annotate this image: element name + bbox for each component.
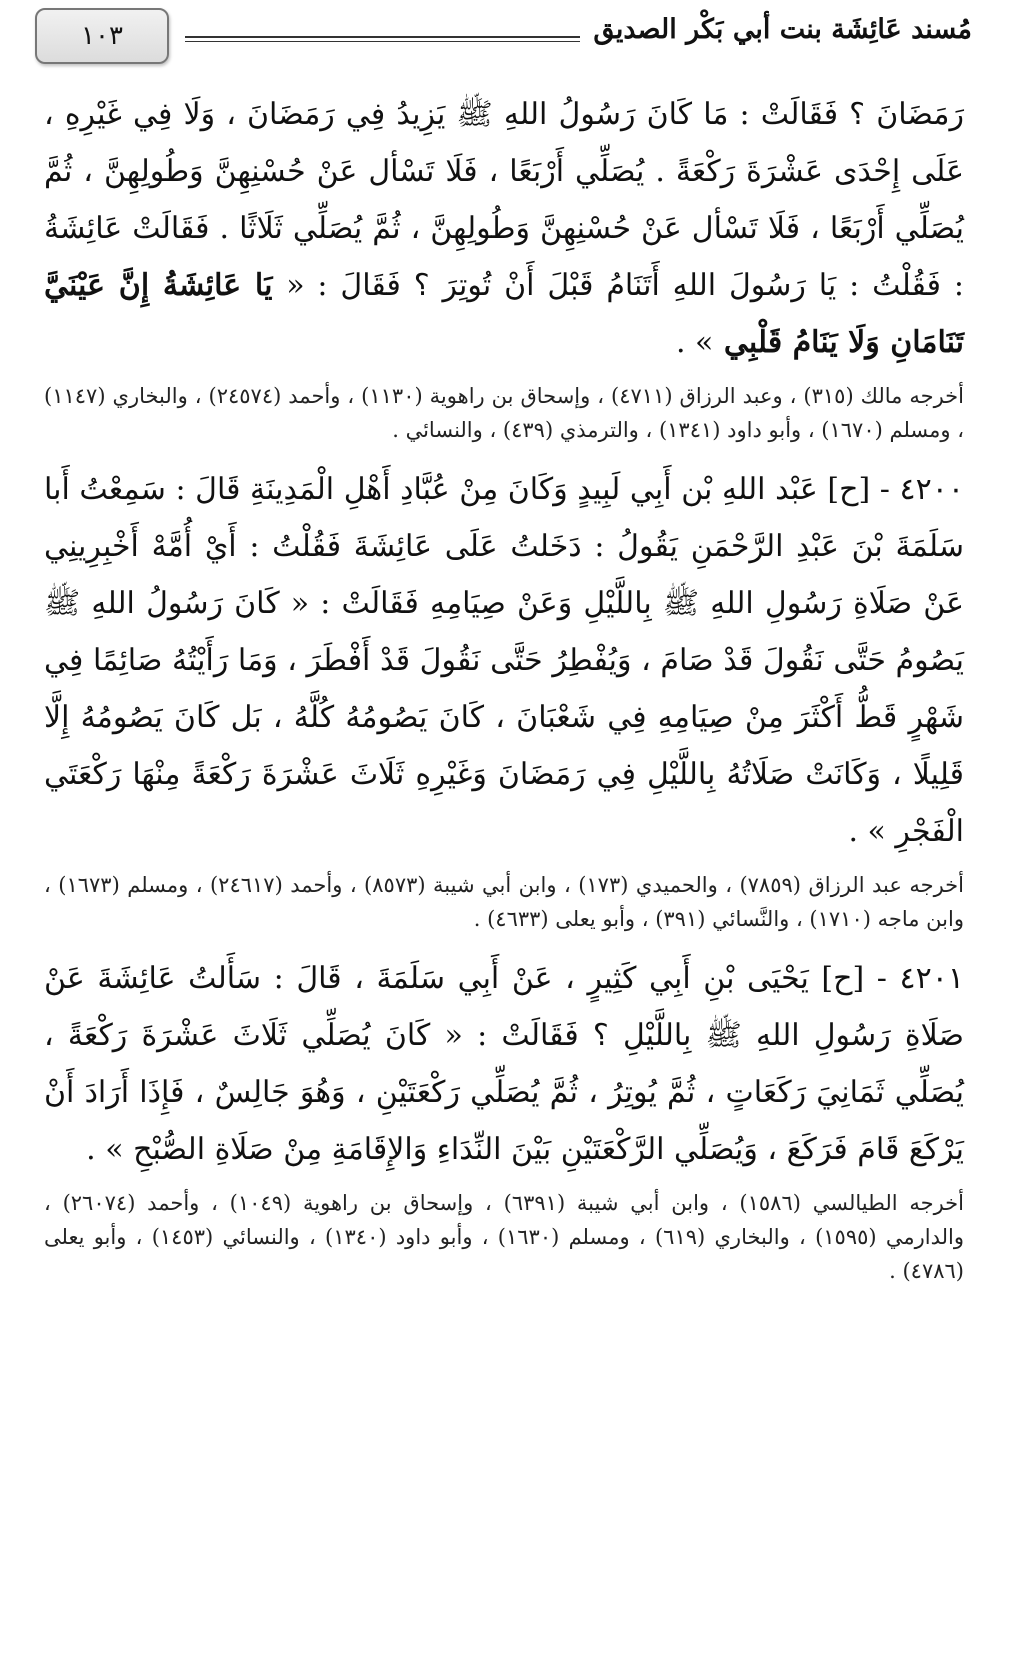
running-title: مُسند عَائِشَة بنت أبي بَكْر الصديق — [593, 14, 972, 45]
hadith-text: [ح] يَحْيَى بْنِ أَبِي كَثِيرٍ ، عَنْ أَبِي سَلَمَةَ ، قَالَ : سَأَلتُ عَائِشَةَ عَنْ صَلَاةِ رَسُولِ اللهِ ﷺ بِاللَّيْلِ ؟ فَقَالَتْ : « كَانَ يُصَلِّي ثَلَاثَ عَشْرَةَ رَكْعَةً ، يُصَلِّي ثَمَانِيَ رَكَعَاتٍ ، ثُمَّ يُوتِرُ ، ثُمَّ يُصَلِّي رَكْعَتَيْنِ ، وَهُوَ جَالِسٌ ، فَإِذَا أَرَادَ أَنْ يَرْكَعَ قَامَ فَرَكَعَ ، وَيُصَلِّي الرَّكْعَتَيْنِ بَيْنَ النِّدَاءِ وَالإِقَامَةِ مِنْ صَلَاةِ الصُّبْحِ » . — [44, 961, 964, 1167]
hadith-4200 — [44, 461, 964, 860]
hadith-continuation — [44, 86, 964, 371]
page-number-badge — [35, 8, 169, 64]
hadith-number: ٤٢٠٠ - — [879, 472, 964, 507]
takhrij-note: أخرجه مالك (٣١٥) ، وعبد الرزاق (٤٧١١) ، وإسحاق بن راهوية (١١٣٠) ، وأحمد (٢٤٥٧٤) ، والبخاري (١١٤٧) ، ومسلم (١٦٧٠) ، وأبو داود (١٣٤١) ، والترمذي (٤٣٩) ، والنسائي . — [44, 384, 964, 442]
page-number: ١٠٣ — [81, 21, 123, 51]
takhrij-note: أخرجه عبد الرزاق (٧٨٥٩) ، والحميدي (١٧٣) ، وابن أبي شيبة (٨٥٧٣) ، وأحمد (٢٤٦١٧) ، ومسلم (١٦٧٣) ، وابن ماجه (١٧١٠) ، والنَّسائي (٣٩١) ، وأبو يعلى (٤٦٣٣) . — [44, 873, 964, 931]
page-header — [35, 8, 972, 68]
takhrij-note: أخرجه الطيالسي (١٥٨٦) ، وابن أبي شيبة (٦٣٩١) ، وإسحاق بن راهوية (١٠٤٩) ، وأحمد (٢٦٠٧٤) ، والدارمي (١٥٩٥) ، والبخاري (٦١٩) ، ومسلم (١٦٣٠) ، وأبو داود (١٣٤٠) ، والنسائي (١٤٥٣) ، وأبو يعلى (٤٧٨٦) . — [44, 1191, 964, 1283]
hadith-text-end: » . — [675, 325, 714, 360]
bold-quote: يَا عَائِشَةُ إِنَّ عَيْنَيَّ تَنَامَانِ وَلَا يَنَامُ قَلْبِي — [44, 268, 964, 360]
hadith-text: رَمَضَانَ ؟ فَقَالَتْ : مَا كَانَ رَسُولُ اللهِ ﷺ يَزِيدُ فِي رَمَضَانَ ، وَلَا فِي غَيْرِهِ ، عَلَى إِحْدَى عَشْرَةَ رَكْعَةً . يُصَلِّي أَرْبَعًا ، فَلَا تَسْأل عَنْ حُسْنِهِنَّ وَطُولِهِنَّ ، ثُمَّ يُصَلِّي أَرْبَعًا ، فَلَا تَسْأل عَنْ حُسْنِهِنَّ وَطُولِهِنَّ ، ثُمَّ يُصَلِّي ثَلَاثًا . فَقَالَتْ عَائِشَةُ : فَقُلْتُ : يَا رَسُولَ اللهِ أَتَنَامُ قَبْلَ أَنْ تُوتِرَ ؟ فَقَالَ : « — [44, 97, 964, 303]
header-divider — [185, 36, 580, 42]
hadith-4201 — [44, 950, 964, 1178]
hadith-text: [ح] عَبْد اللهِ بْن أَبِي لَبِيدٍ وَكَانَ مِنْ عُبَّادِ أَهْلِ الْمَدِينَةِ قَالَ : سَمِعْتُ أَبا سَلَمَةَ بْنَ عَبْدِ الرَّحْمَنِ يَقُولُ : دَخَلتُ عَلَى عَائِشَةَ فَقُلْتُ : أَيْ أُمَّهْ أَخْبِرِينِي عَنْ صَلَاةِ رَسُولِ اللهِ ﷺ بِاللَّيْلِ وَعَنْ صِيَامِهِ فَقَالَتْ : « كَانَ رَسُولُ اللهِ ﷺ يَصُومُ حَتَّى نَقُولَ قَدْ صَامَ ، وَيُفْطِرُ حَتَّى نَقُولَ قَدْ أَفْطَرَ ، وَمَا رَأَيْتُهُ صَائِمًا فِي شَهْرٍ قَطُّ أَكْثَرَ مِنْ صِيَامِهِ فِي شَعْبَانَ ، كَانَ يَصُومُهُ كُلَّهُ ، بَل كَانَ يَصُومُهُ إِلَّا قَلِيلًا ، وَكَانَتْ صَلَاتُهُ بِاللَّيْلِ فِي رَمَضَانَ وَغَيْرِهِ ثَلَاثَ عَشْرَةَ رَكْعَةً مِنْهَا رَكْعَتَي الْفَجْرِ » . — [44, 472, 964, 849]
hadith-number: ٤٢٠١ - — [876, 961, 964, 996]
page-content — [44, 86, 964, 1302]
